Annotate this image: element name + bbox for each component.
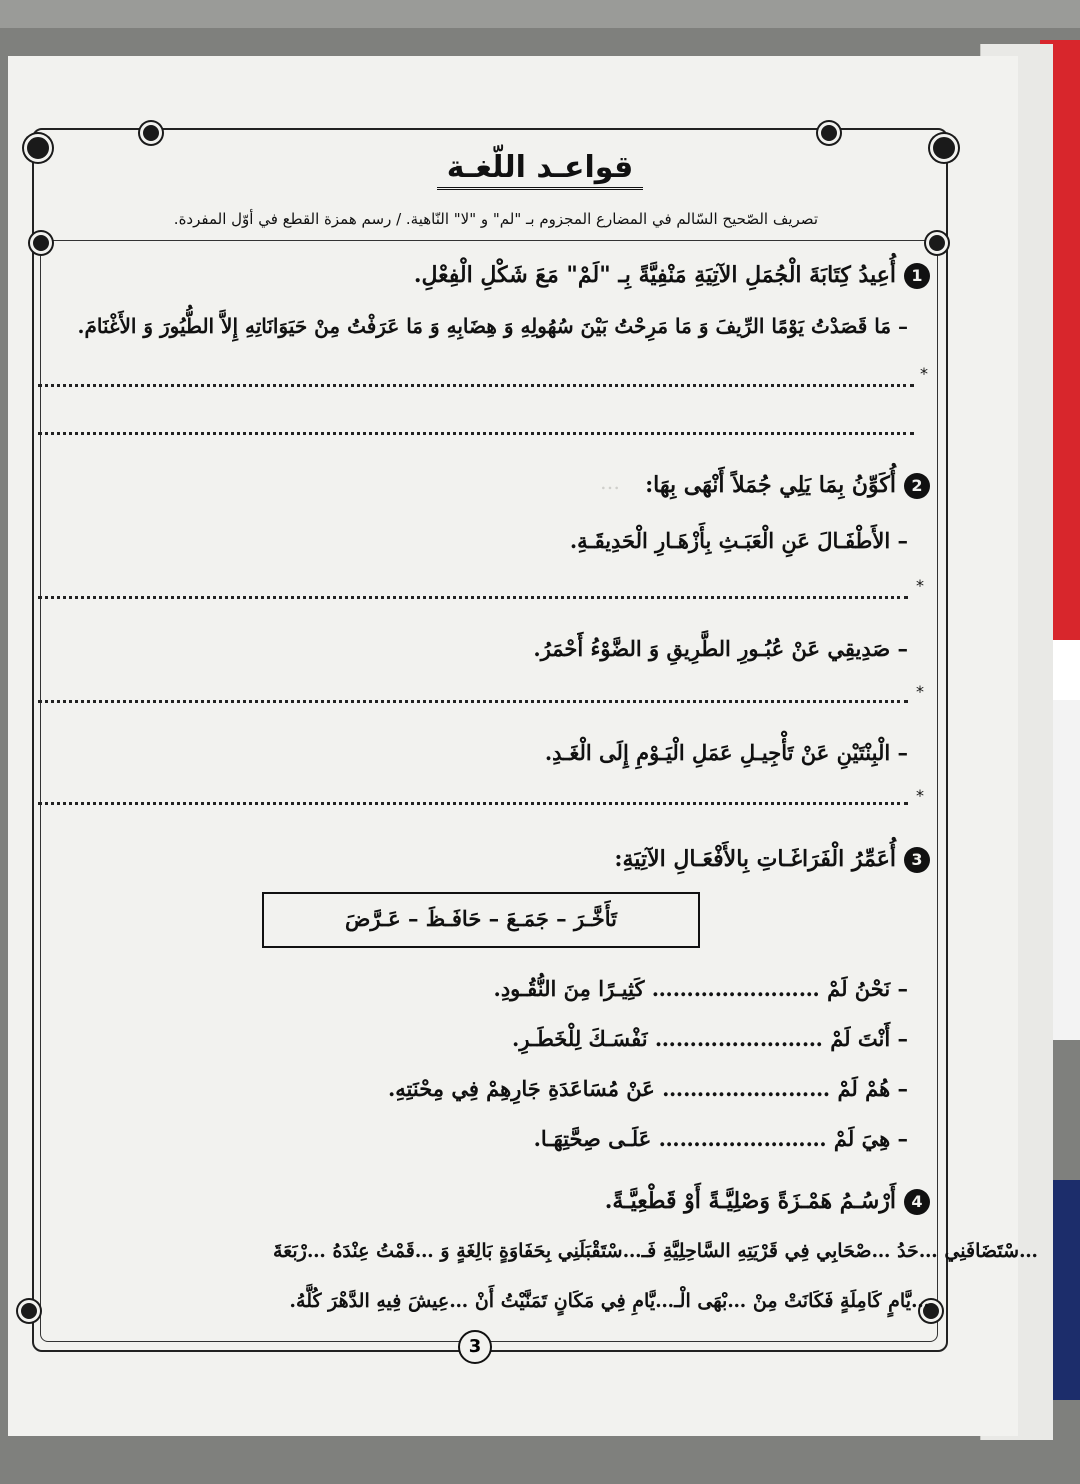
exercise-3-heading (614, 846, 930, 873)
answer-marker: * (916, 576, 924, 595)
ornament-icon (30, 232, 52, 254)
answer-line[interactable] (38, 432, 914, 435)
page-subtitle: تصريف الصّحيح السّالم في المضارع المجزوم بـ "لم" و "لا" النّاهية. / رسم همزة القطع في أوّل المفردة. (173, 210, 818, 228)
exercise-2-heading (645, 472, 930, 499)
row-start: – هِيَ لَمْ (833, 1126, 908, 1151)
answer-marker: * (916, 682, 924, 701)
row-end: عَنْ مُسَاعَدَةِ جَارِهِمْ فِي مِحْنَتِهِ. (387, 1076, 655, 1101)
exercise-number-badge: 3 (904, 847, 930, 873)
row-end: عَلَـى صِحَّتِهَـا. (533, 1126, 652, 1151)
answer-marker: * (916, 786, 924, 805)
ornament-icon (926, 232, 948, 254)
exercise-2-item: – الأَطْفَـالَ عَنِ الْعَبَـثِ بِأَزْهَـارِ الْحَدِيقَـةِ. (569, 528, 908, 553)
fill-blank-row (494, 976, 908, 1001)
page-number: 3 (458, 1330, 492, 1364)
exercise-number-badge: 1 (904, 263, 930, 289)
answer-line[interactable] (38, 700, 908, 703)
exercise-4-line[interactable]: …يَّامٍ كَامِلَةٍ فَكَانَتْ مِنْ …بْهَى الْـ…يَّامِ فِي مَكَانٍ تَمَنَّيْتُ أَنْ …عِيشَ فِيهِ الدَّهْرَ كُلَّهُ. (289, 1290, 930, 1312)
page-title: قواعـد اللّغـة (437, 150, 643, 190)
answer-line[interactable] (38, 384, 914, 387)
exercise-2-item: – صَدِيقِي عَنْ عُبُـورِ الطَّرِيقِ وَ الضَّوْءُ أَحْمَرُ. (533, 636, 908, 661)
verb-bank: تَأَخَّـرَ – جَمَـعَ – حَافَـظَ – عَـرَّضَ (262, 892, 700, 948)
blank-field[interactable]: …………………… (654, 1026, 823, 1051)
exercise-4-instruction: أَرْسُـمُ هَمْـزَةً وَصْلِيَّـةً أَوْ قَطْعِيَّـةً. (604, 1188, 896, 1214)
answer-line[interactable] (38, 596, 908, 599)
exercise-2-instruction: أُكَوِّنُ بِمَا يَلِي جُمَلاً أَنْهَى بِهَا: (645, 472, 896, 498)
ornament-icon (818, 122, 840, 144)
title-wrap (0, 150, 1080, 190)
row-end: كَثِيـرًا مِنَ النُّقُـودِ. (493, 976, 645, 1001)
answer-marker: * (920, 364, 928, 383)
fill-blank-row (388, 1076, 908, 1101)
exercise-1-instruction: أُعِيدُ كِتَابَةَ الْجُمَلِ الآتِيَةِ مَنْفِيَّةً بِـ "لَمْ" مَعَ شَكْلِ الْفِعْلِ. (413, 262, 896, 288)
answer-line[interactable] (38, 802, 908, 805)
exercise-2-item: – الْبِنْتَيْنِ عَنْ تَأْجِيـلِ عَمَلِ الْيَـوْمِ إِلَى الْغَـدِ. (544, 740, 908, 765)
exercise-4-line[interactable]: …سْتَضَافَنِي …حَدُ …صْحَابِي فِي قَرْيَتِهِ السَّاحِلِيَّةِ فَـ…سْتَقْبَلَنِي بِحَفَاوَةٍ بَالِغَةٍ وَ …قَمْتُ عِنْدَهُ …رْبَعَةَ (273, 1240, 1038, 1262)
blank-field[interactable]: …………………… (662, 1076, 831, 1101)
exercise-number-badge: 4 (904, 1189, 930, 1215)
row-end: نَفْسَـكَ لِلْخَطَـرِ. (512, 1026, 648, 1051)
row-start: – هُمْ لَمْ (837, 1076, 908, 1101)
exercise-4-heading (605, 1188, 930, 1215)
fill-blank-row (534, 1126, 908, 1151)
exercise-number-badge: 2 (904, 473, 930, 499)
row-start: – أَنْتَ لَمْ (830, 1026, 908, 1051)
ornament-icon (18, 1300, 40, 1322)
exercise-3-instruction: أُعَمِّرُ الْفَرَاغَـاتِ بِالأَفْعَـالِ الآتِيَةِ: (614, 846, 896, 872)
exercise-1-sentence: – مَا قَصَدْتُ يَوْمًا الرِّيفَ وَ مَا مَرِحْتُ بَيْنَ سُهُولِهِ وَ هِضَابِهِ وَ مَا عَرَفْتُ مِنْ حَيَوَانَاتِهِ إِلاَّ الطُّيُورَ وَ الأَغْنَامَ. (77, 314, 908, 338)
exercise-1-heading (414, 262, 930, 289)
fill-blank-row (512, 1026, 908, 1051)
blank-field[interactable]: …………………… (651, 976, 820, 1001)
blank-field[interactable]: …………………… (658, 1126, 827, 1151)
row-start: – نَحْنُ لَمْ (827, 976, 908, 1001)
inner-frame (40, 240, 938, 1342)
ornament-icon (140, 122, 162, 144)
navy-cover-edge (1050, 1180, 1080, 1400)
show-through-text: … (600, 470, 620, 494)
